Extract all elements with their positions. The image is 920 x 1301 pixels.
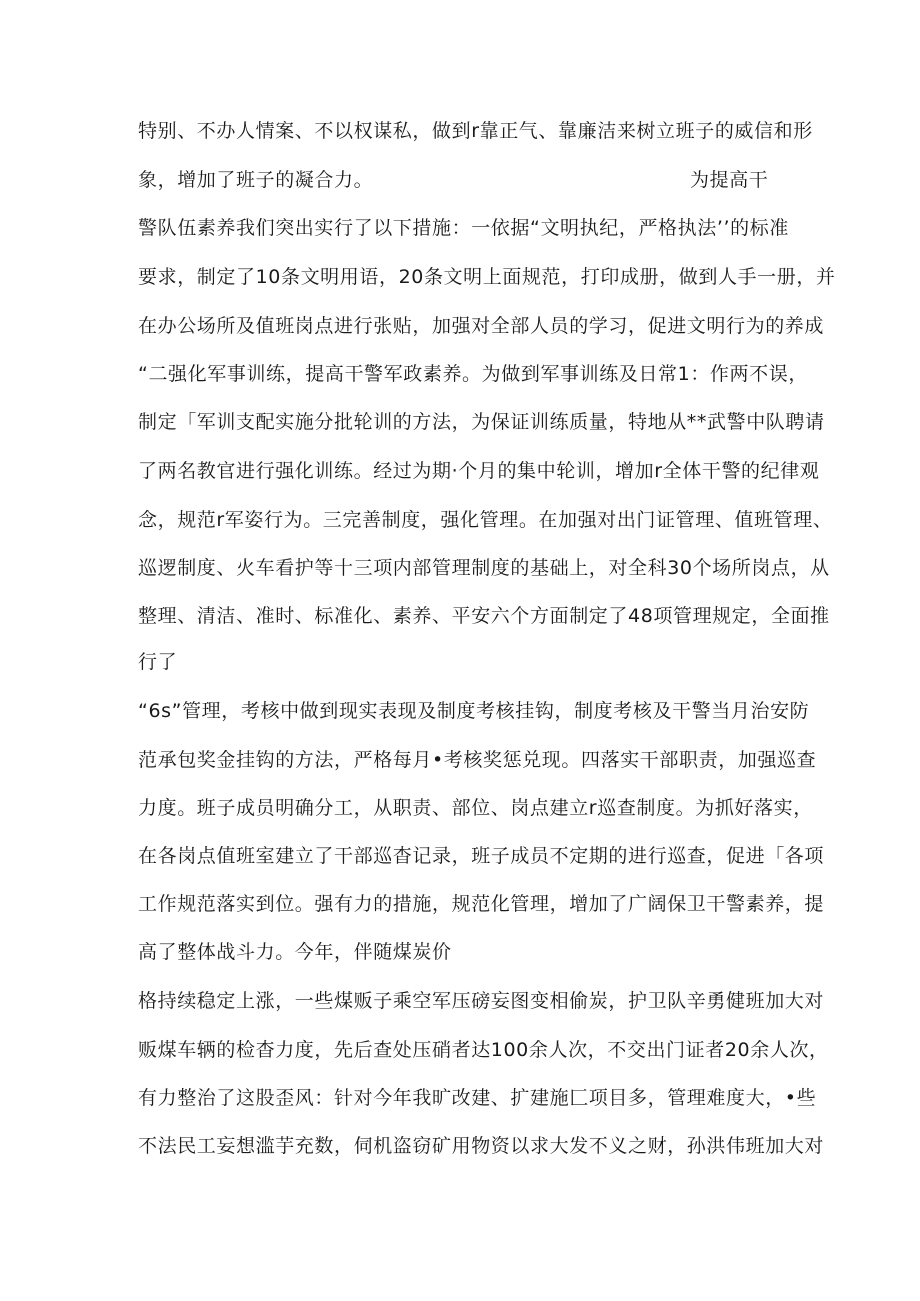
text-line-21: 有力整治了这股歪风：针对今年我旷改建、扩建施匚项目多，管理难度大，•些 [138,1087,817,1109]
text-line-1: 特别、不办人情案、不以权谋私，做到r靠正气、靠廉洁来树立班子的威信和形 [138,120,813,142]
text-line-4: 要求，制定了10条文明用语，20条文明上面规范，打印成册，做到人手一册，并 [138,266,836,288]
text-line-17: 工作规范落实到位。强有力的措施，规范化管理，增加了广阔保卫干警素养，提 [138,893,825,915]
text-line-18: 高了整体战斗力。今年，伴随煤炭价 [138,941,452,963]
text-line-15: 力度。班子成员明确分工，从职责、部位、岗点建立r巡查制度。为抓好落实， [138,797,813,819]
text-line-2-fragment: 为提高干 [690,169,769,191]
text-line-13: “6s”管理，考核中做到现实表现及制度考核挂钩，制度考核及干警当月治安防 [138,700,810,722]
text-line-3: 警队伍素养我们突出实行了以下措施：一依据“文明执纪，严格执法’’的标准 [138,217,789,239]
text-line-10: 巡逻制度、火车看护等十三项内部管理制度的基础上，对全科30个场所岗点，从 [138,557,830,579]
text-line-19: 格持续稳定上涨，一些煤贩子乘空军压磅妄图变相偷炭，护卫队辛勇健班加大对 [138,990,825,1012]
text-line-7: 制定「军训支配实施分批轮训的方法，为保证训练质量，特地从**武警中队聘请 [138,411,825,433]
text-line-5: 在办公场所及值班岗点进行张贴，加强对全部人员的学习，促进文明行为的养成 [138,315,825,337]
text-line-16: 在各岗点值班室建立了干部巡杳记录，班子成员不定期的进行巡查，促进「各项 [138,845,825,867]
text-line-11: 整理、清洁、准时、标准化、素养、平安六个方面制定了48项管理规定，全面推 [138,605,830,627]
text-line-12: 行了 [138,651,178,673]
text-line-2: 象，增加了班子的凝合力。 [138,169,374,191]
text-line-6: “二强化军事训练，提高干警军政素养。为做到军事训练及日常1：作两不误， [138,363,808,385]
text-line-8: 了两名教官进行强化训练。经过为期·个月的集中轮训，增加r全体干警的纪律观 [138,460,820,482]
text-line-14: 范承包奖金挂钩的方法，严格每月•考核奖惩兑现。四落实干部职责，加强巡查 [138,749,817,771]
text-line-20: 贩煤车辆的检杳力度，先后查处压硝者达100余人次，不交出门证者20余人次， [138,1039,829,1061]
text-line-9: 念，规范r军姿行为。三完善制度，强化管理。在加强对出门证管理、值班管理、 [138,509,833,531]
text-line-22: 不法民工妄想滥芋充数，伺机盗窃矿用物资以求大发不义之财，孙洪伟班加大对 [138,1135,825,1157]
